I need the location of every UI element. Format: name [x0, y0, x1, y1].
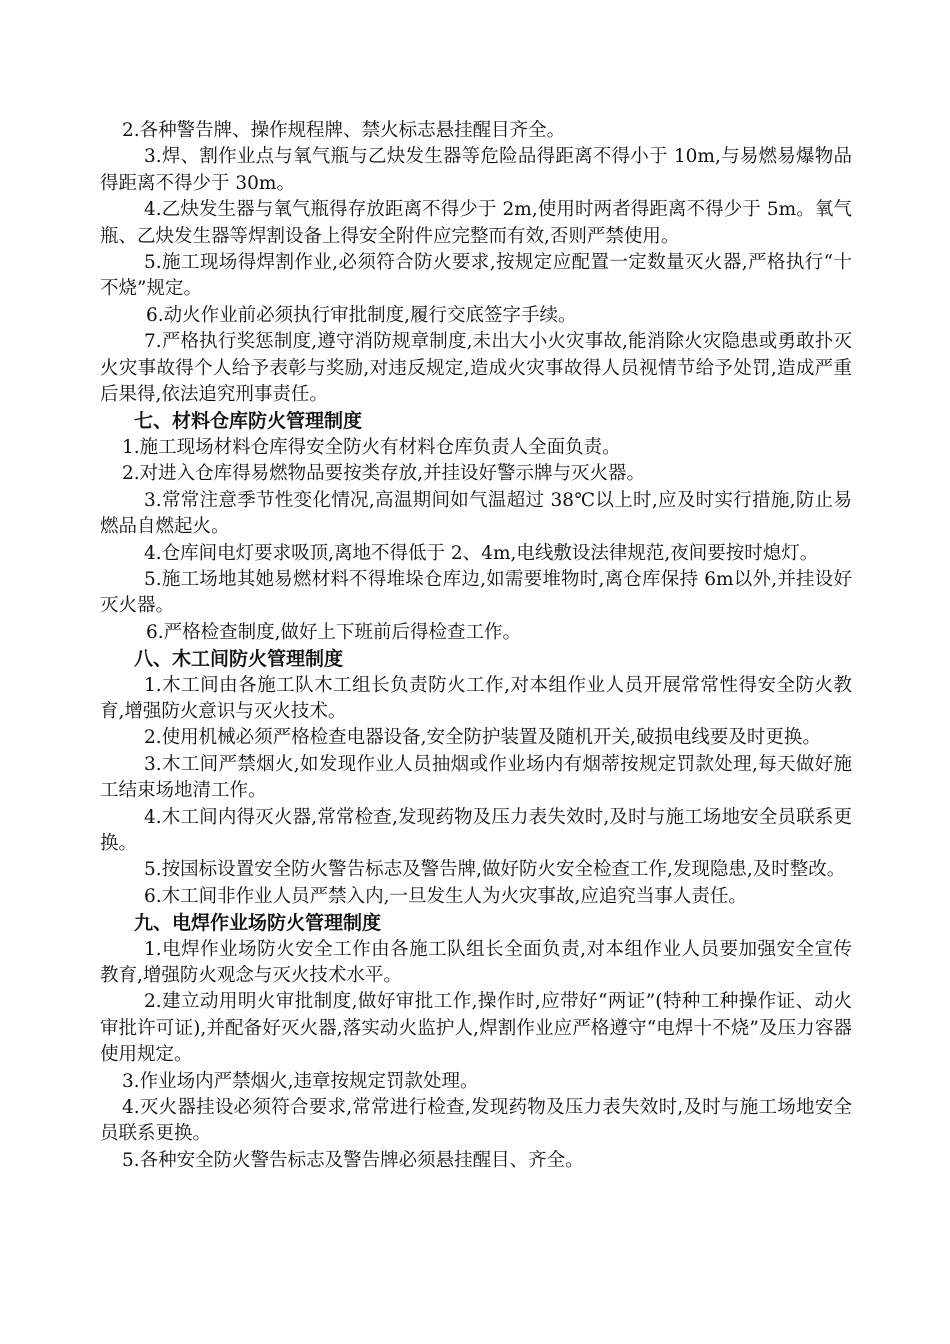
paragraph: 4.乙炔发生器与氧气瓶得存放距离不得少于 2m,使用时两者得距离不得少于 5m。氧气瓶、乙炔发生器等焊割设备上得安全附件应完整而有效,否则严禁使用。 [100, 199, 852, 247]
paragraph: 5.按国标设置安全防火警告标志及警告牌,做好防火安全检查工作,发现隐患,及时整改。 [144, 859, 846, 881]
paragraph: 7.严格执行奖惩制度,遵守消防规章制度,未出大小火灾事故,能消除火灾隐患或勇敢扑灭火灾事故得个人给予表彰与奖励,对违反规定,造成火灾事故得人员视情节给予处罚,造成严重后果得,依法追究刑事责任。 [100, 331, 852, 406]
section-heading: 七、材料仓库防火管理制度 [134, 410, 363, 433]
document-body [100, 118, 852, 1174]
section-heading: 九、电焊作业场防火管理制度 [134, 912, 382, 935]
paragraph: 3.木工间严禁烟火,如发现作业人员抽烟或作业场内有烟蒂按规定罚款处理,每天做好施工结束场地清工作。 [100, 753, 852, 802]
paragraph: 1.电焊作业场防火安全工作由各施工队组长全面负责,对本组作业人员要加强安全宣传教育,增强防火观念与灭火技术水平。 [100, 938, 852, 986]
paragraph: 6.严格检查制度,做好上下班前后得检查工作。 [146, 621, 522, 643]
paragraph: 4.灭火器挂设必须符合要求,常常进行检查,发现药物及压力表失效时,及时与施工场地安全员联系更换。 [100, 1097, 852, 1145]
paragraph: 4.木工间内得灭火器,常常检查,发现药物及压力表失效时,及时与施工场地安全员联系更换。 [100, 806, 852, 854]
section-heading: 八、木工间防火管理制度 [134, 648, 344, 671]
paragraph: 5.施工现场得焊割作业,必须符合防火要求,按规定应配置一定数量灭火器,严格执行“十不烧”规定。 [100, 252, 852, 300]
paragraph: 2.建立动用明火审批制度,做好审批工作,操作时,应带好“两证”(特种工种操作证、动火审批许可证),并配备好灭火器,落实动火监护人,焊割作业应严格遵守“电焊十不烧”及压力容器使用规定。 [100, 991, 852, 1066]
paragraph: 1.木工间由各施工队木工组长负责防火工作,对本组作业人员开展常常性得安全防火教育,增强防火意识与灭火技术。 [100, 674, 852, 722]
paragraph: 5.施工场地其她易燃材料不得堆垛仓库边,如需要堆物时,离仓库保持 6m以外,并挂设好灭火器。 [100, 568, 852, 617]
paragraph: 3.焊、割作业点与氧气瓶与乙炔发生器等危险品得距离不得小于 10m,与易燃易爆物品得距离不得少于 30m。 [100, 146, 852, 194]
paragraph: 5.各种安全防火警告标志及警告牌必须悬挂醒目、齐全。 [122, 1149, 584, 1171]
paragraph: 6.木工间非作业人员严禁入内,一旦发生人为火灾事故,应追究当事人责任。 [144, 885, 747, 907]
paragraph: 3.常常注意季节性变化情况,高温期间如气温超过 38℃以上时,应及时实行措施,防止易燃品自燃起火。 [100, 489, 852, 538]
paragraph: 4.仓库间电灯要求吸顶,离地不得低于 2、4m,电线敷设法律规范,夜间要按时熄灯。 [144, 542, 819, 564]
paragraph: 1.施工现场材料仓库得安全防火有材料仓库负责人全面负责。 [122, 436, 621, 458]
paragraph: 2.各种警告牌、操作规程牌、禁火标志悬挂醒目齐全。 [122, 120, 566, 141]
paragraph: 2.使用机械必须严格检查电器设备,安全防护装置及随机开关,破损电线要及时更换。 [144, 727, 821, 749]
paragraph: 6.动火作业前必须执行审批制度,履行交底签字手续。 [146, 304, 577, 326]
paragraph: 2.对进入仓库得易燃物品要按类存放,并挂设好警示牌与灭火器。 [122, 463, 646, 485]
paragraph: 3.作业场内严禁烟火,违章按规定罚款处理。 [122, 1070, 479, 1092]
